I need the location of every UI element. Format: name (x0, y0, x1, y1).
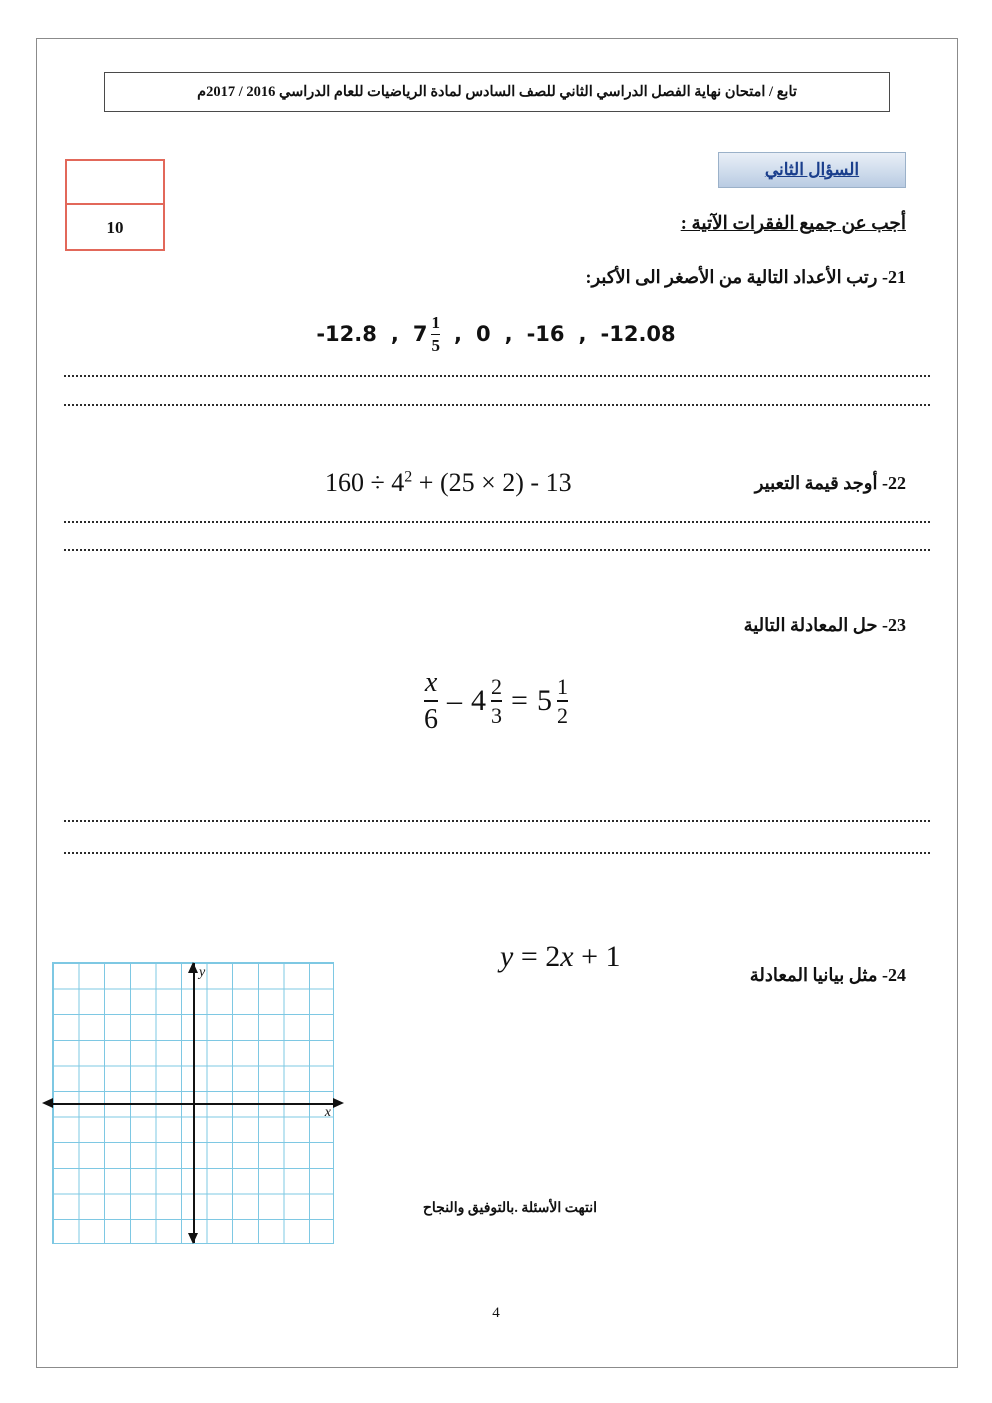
q21-number-4-denominator: 5 (431, 336, 440, 355)
answer-line-4 (64, 549, 930, 551)
y-axis (193, 963, 195, 1243)
q23-mixed-1 (471, 675, 502, 727)
question-title-label: السؤال الثاني (764, 160, 860, 179)
q23-mixed-1-denominator: 3 (491, 700, 502, 727)
page-header-text: تابع / امتحان نهاية الفصل الدراسي الثاني للصف السادس لمادة الرياضيات للعام الدراسي 2016 / 2017م (197, 83, 797, 100)
q24-lhs: y (500, 940, 514, 973)
q23-x-numerator: x (424, 667, 438, 698)
q22-expr-part-b: + (25 × 2) - 13 (418, 468, 572, 497)
q23-mixed-2-denominator: 2 (557, 700, 568, 727)
q23-mixed-1-fraction (491, 675, 502, 727)
q21-number-5: -12.8 (316, 322, 377, 346)
x-axis-label: x (324, 1105, 331, 1120)
answer-line-1 (64, 375, 930, 377)
page-number: 4 (492, 1305, 500, 1321)
q23-mixed-1-numerator: 2 (491, 674, 503, 700)
q24-coefficient: 2 (545, 940, 561, 973)
q23-mixed-1-whole: 4 (471, 684, 487, 718)
question-24-equation (500, 940, 621, 974)
q21-number-4-whole: 7 (412, 322, 428, 346)
question-24-text: 24- مثل بيانيا المعادلة (749, 965, 906, 985)
x-axis-arrow-left-icon (42, 1098, 53, 1108)
coordinate-grid[interactable] (52, 962, 334, 1244)
q21-comma-2: , (504, 322, 513, 346)
marks-total-value: 10 (106, 218, 124, 237)
q21-number-3: 0 (475, 322, 491, 346)
q21-number-1: -12.08 (600, 322, 676, 346)
question-title-badge (718, 152, 906, 188)
q22-expr-part-a: 160 ÷ 4 (325, 468, 405, 497)
q21-number-4-fraction (431, 314, 440, 354)
x-axis-arrow-right-icon (333, 1098, 344, 1108)
answer-line-3 (64, 521, 930, 523)
q23-6-denominator: 6 (424, 700, 438, 734)
y-axis-arrow-up-icon (188, 962, 198, 973)
q23-minus-sign: – (447, 684, 463, 718)
question-21-text: 21- رتب الأعداد التالية من الأصغر الى الأكبر: (585, 267, 906, 287)
q21-comma-3: , (453, 322, 462, 346)
answer-line-6 (64, 852, 930, 854)
marks-box-empty-cell[interactable] (67, 161, 163, 205)
question-23-equation (0, 668, 992, 735)
q23-mixed-2 (537, 675, 568, 727)
q24-variable: x (560, 940, 574, 973)
q23-mixed-2-whole: 5 (536, 684, 552, 718)
answer-line-5 (64, 820, 930, 822)
question-22-expression (325, 468, 572, 498)
q23-mixed-2-fraction (557, 675, 568, 727)
marks-box (65, 159, 165, 251)
answer-line-2 (64, 404, 930, 406)
q22-expr-exponent: 2 (404, 468, 413, 486)
end-of-questions-note: انتهت الأسئلة .بالتوفيق والنجاح (422, 1201, 597, 1216)
page-header-box (104, 72, 890, 112)
q21-number-2: -16 (526, 322, 565, 346)
q21-number-4-numerator: 1 (431, 313, 440, 332)
marks-box-total-cell (67, 205, 163, 251)
question-22-text: 22- أوجد قيمة التعبير (754, 473, 906, 493)
q21-comma-4: , (390, 322, 399, 346)
q23-mixed-2-numerator: 1 (556, 674, 568, 700)
instruction-text: أجب عن جميع الفقرات الآتية : (680, 214, 906, 234)
q23-equals-sign: = (511, 684, 528, 718)
q23-x-over-6 (424, 668, 438, 735)
q24-equals: = (520, 940, 538, 973)
q24-constant: + 1 (581, 940, 621, 973)
question-23-text: 23- حل المعادلة التالية (743, 615, 906, 635)
q21-comma-1: , (578, 322, 587, 346)
y-axis-label: y (199, 965, 206, 980)
q21-number-4-mixed (403, 314, 450, 354)
question-21-numbers (0, 312, 992, 356)
y-axis-arrow-down-icon (188, 1233, 198, 1244)
